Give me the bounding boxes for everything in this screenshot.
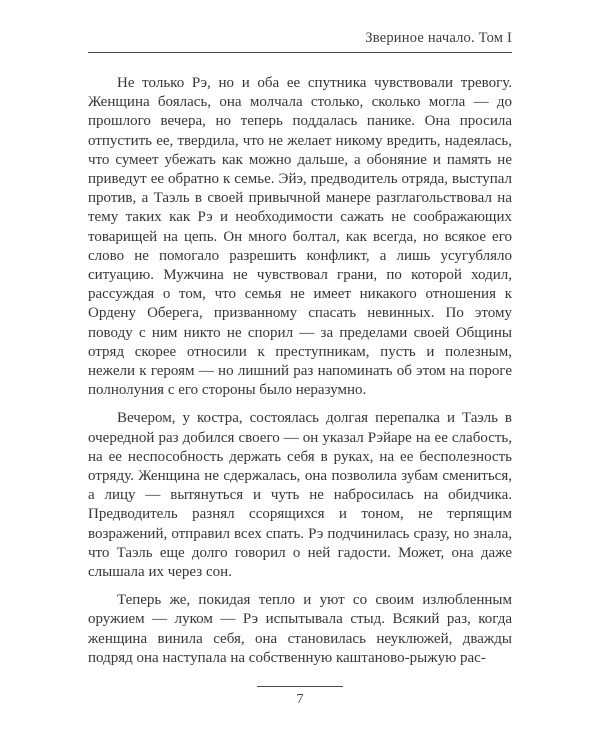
page-footer [0, 686, 600, 708]
paragraph-3: Теперь же, покидая тепло и уют со своим излюбленным оружием — луком — Рэ испытывала стыд. Всякий раз, когда женщина винила себя, она становилась неуклюжей, дважды подряд она наступала на собственную каштаново-рыжую рас- [88, 592, 512, 666]
page-content [88, 30, 512, 668]
paragraph-1: Не только Рэ, но и оба ее спутника чувствовали тревогу. Женщина боялась, она молчала столько, сколько могла — до прошлого вечера, но теперь поддалась панике. Она просила отпустить ее, твердила, что не желает никому вредить, надеялась, что сумеет убежать как можно дальше, а обоняние и память не приведут ее обратно к семье. Эйэ, предводитель отряда, выступал против, а Таэль в своей привычной манере разглагольствовал на тему таких как Рэ и необходимости сажать не соображающих товарищей на цепь. Он много болтал, как всегда, но всякое его слово не помогало разрешить конфликт, а лишь усугубляло ситуацию. Мужчина не чувствовал грани, по которой ходил, рассуждая о том, что семья не имеет никакого отношения к Ордену Оберега, призванному спасать невинных. По этому поводу с ним никто не спорил — за пределами своей Общины отряд скорее относили к преступникам, пусть и полезным, нежели к героям — но лишний раз напоминать об этом на пороге полнолуния с его стороны было неразумно. [88, 75, 512, 399]
page-number: 7 [296, 692, 304, 707]
paragraph-2: Вечером, у костра, состоялась долгая перепалка и Таэль в очередной раз добился своего — он указал Рэйаре на ее слабость, на ее неспособность держать себя в руках, на ее бесполезность отряду. Женщина не сдержалась, она позволила зубам смениться, а лицу — вытянуться и чуть не набросилась на обидчика. Предводитель разнял ссорящихся и тоном, не терпящим возражений, отправил всех спать. Рэ подчинилась сразу, но знала, что Таэль еще долго говорил о ней гадости. Может, она даже слышала их через сон. [88, 410, 512, 581]
page-text [88, 74, 512, 668]
footer-divider [257, 686, 343, 687]
header-divider [88, 52, 512, 53]
running-head-title: Звериное начало. Том I [365, 30, 512, 46]
